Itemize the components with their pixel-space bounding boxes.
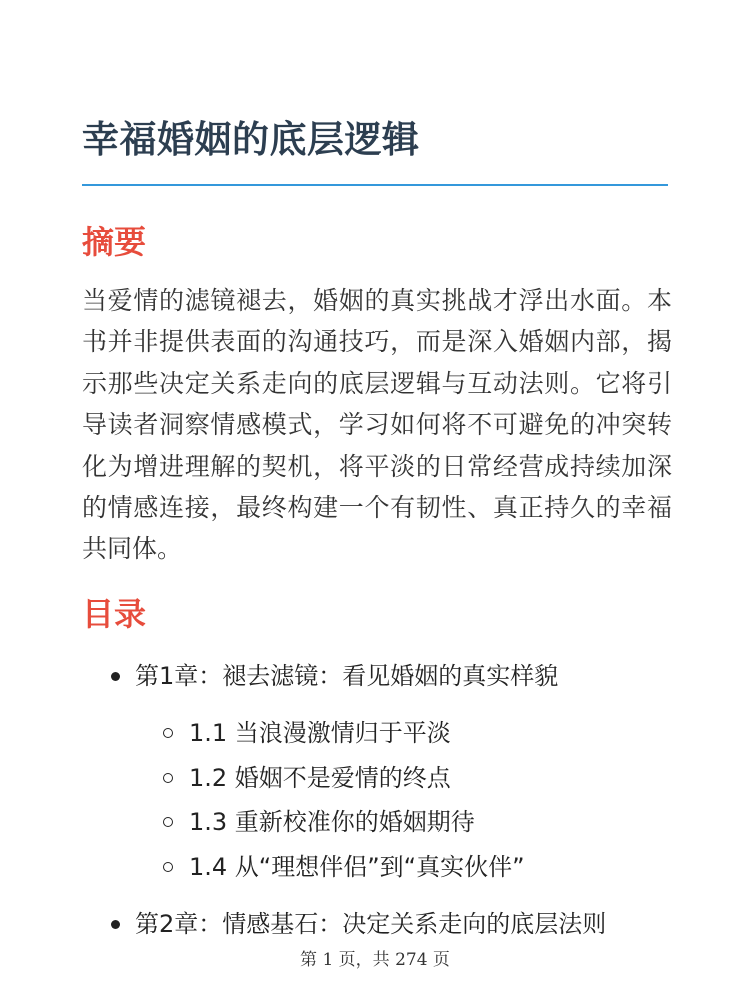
- toc-chapter-1: [0, 654, 750, 890]
- toc-list: [0, 654, 750, 946]
- page-number-footer: 第 1 页，共 274 页: [300, 950, 450, 970]
- bullet-disc-icon: [111, 672, 120, 681]
- toc-section-label: 1.2 婚姻不是爱情的终点: [189, 763, 451, 792]
- title-divider: [82, 184, 668, 186]
- toc-section-label: 1.3 重新校准你的婚姻期待: [189, 808, 475, 837]
- toc-section-list: [135, 711, 750, 890]
- abstract-heading: 摘要: [82, 223, 147, 261]
- toc-section-1-2: [0, 756, 750, 801]
- toc-section-1-3: [0, 800, 750, 845]
- toc-section-label: 1.1 当浪漫激情归于平淡: [189, 719, 451, 747]
- toc-chapter-label: 第2章：情感基石：决定关系走向的底层法则: [135, 909, 607, 938]
- bullet-circle-icon: [163, 773, 173, 783]
- toc-chapter-label: 第1章：褪去滤镜：看见婚姻的真实样貌: [135, 662, 559, 690]
- toc-section-label: 1.4 从“理想伴侣”到“真实伙伴”: [189, 853, 525, 882]
- document-title: 幸福婚姻的底层逻辑: [82, 118, 420, 161]
- toc-chapter-2: [0, 902, 750, 946]
- abstract-paragraph: 当爱情的滤镜褪去，婚姻的真实挑战才浮出水面。本书并非提供表面的沟通技巧，而是深入婚姻内部，揭示那些决定关系走向的底层逻辑与互动法则。它将引导读者洞察情感模式，学习如何将不可避免的冲突转化为增进理解的契机，将平淡的日常经营成持续加深的情感连接，最终构建一个有韧性、真正持久的幸福共同体。: [82, 286, 672, 564]
- toc-section-1-4: [0, 845, 750, 890]
- toc-heading: 目录: [82, 595, 147, 633]
- bullet-circle-icon: [163, 728, 173, 738]
- bullet-disc-icon: [111, 920, 120, 929]
- bullet-circle-icon: [163, 817, 173, 827]
- bullet-circle-icon: [163, 862, 173, 872]
- toc-section-1-1: [0, 711, 750, 756]
